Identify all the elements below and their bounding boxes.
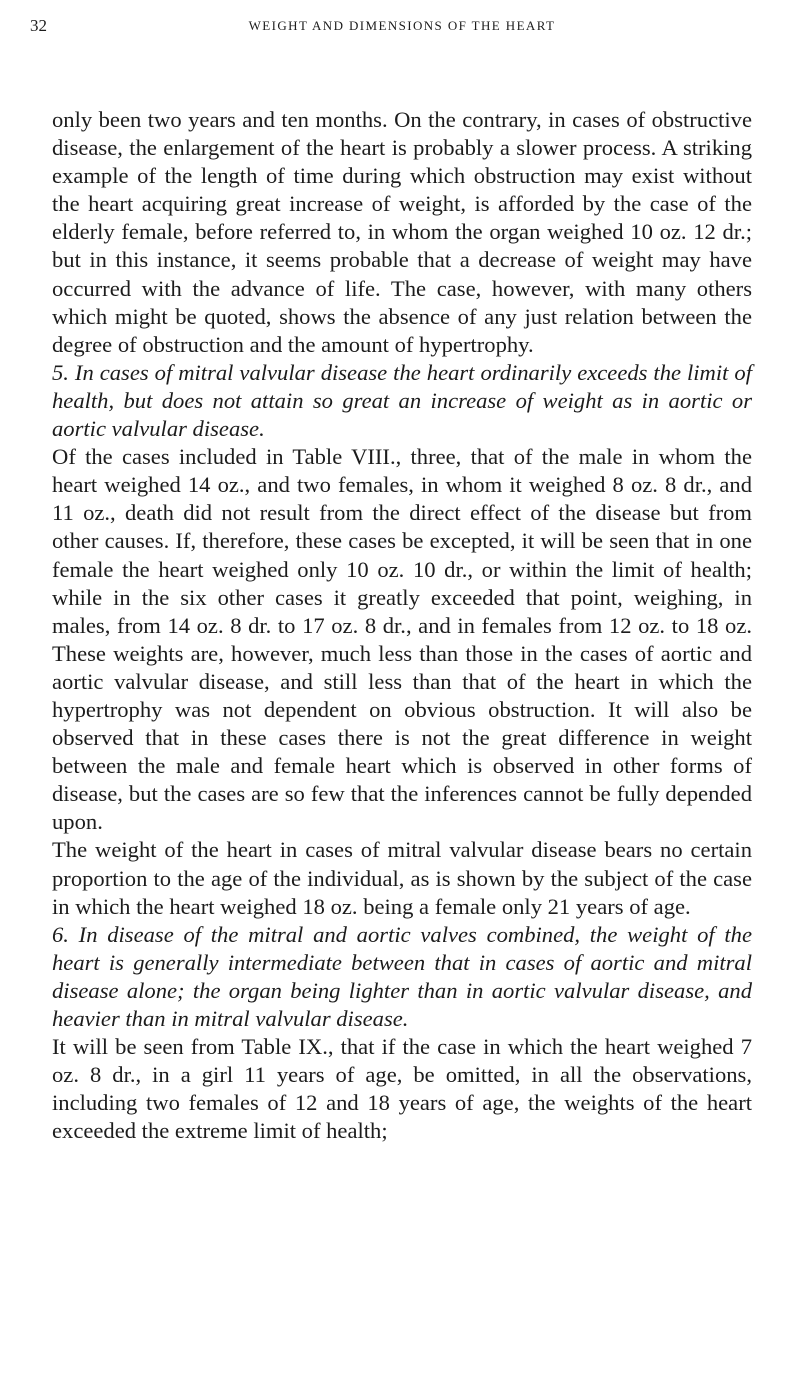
paragraph-combined-heading: 6. In disease of the mitral and aortic valves combined, the weight of the heart is generally intermediate between that in cases of aortic and mitral disease alone; the organ being lighter than in aortic valvular disease, and heavier than in mitral valvular disease. [52, 921, 752, 1031]
body-text [52, 106, 752, 1145]
paragraph-mitral-heading: 5. In cases of mitral valvular disease the heart ordinarily exceeds the limit of health, but does not attain so great an increase of weight as in aortic or aortic valvular disease. [52, 359, 752, 442]
paragraph-obstructive-disease: only been two years and ten months. On the contrary, in cases of obstructive disease, the enlargement of the heart is probably a slower process. A striking example of the length of time during which obstruction may exist without the heart acquiring great increase of weight, is afforded by the case of the elderly female, before referred to, in whom the organ weighed 10 oz. 12 dr.; but in this instance, it seems probable that a decrease of weight may have occurred with the advance of life. The case, however, with many others which might be quoted, shows the absence of any just relation between the degree of obstruction and the amount of hypertrophy. [52, 107, 752, 357]
page-number: 32 [30, 16, 47, 35]
paragraph-age-proportion: The weight of the heart in cases of mitral valvular disease bears no certain proportion to the age of the individual, as is shown by the subject of the case in which the heart weighed 18 oz. being a female only 21 years of age. [52, 837, 752, 919]
running-title: WEIGHT AND DIMENSIONS OF THE HEART [248, 18, 556, 33]
paragraph-table-ix: It will be seen from Table IX., that if the case in which the heart weighed 7 oz. 8 dr., in a girl 11 years of age, be omitted, in all the observations, including two females of 12 and 18 years of age, the weights of the heart exceeded the extreme limit of health; [52, 1034, 752, 1144]
paragraph-table-viii: Of the cases included in Table VIII., three, that of the male in whom the heart weighed 14 oz., and two females, in whom it weighed 8 oz. 8 dr., and 11 oz., death did not result from the direct effect of the disease but from other causes. If, therefore, these cases be excepted, it will be seen that in one female the heart weighed only 10 oz. 10 dr., or within the limit of health; while in the six other cases it greatly exceeded that point, weighing, in males, from 14 oz. 8 dr. to 17 oz. 8 dr., and in females from 12 oz. to 18 oz. These weights are, however, much less than those in the cases of aortic and aortic valvular disease, and still less than that of the heart in which the hypertrophy was not dependent on obvious obstruction. It will also be observed that in these cases there is not the great difference in weight between the male and female heart which is observed in other forms of disease, but the cases are so few that the inferences cannot be fully depended upon. [52, 444, 752, 835]
book-page [30, 16, 752, 1145]
running-head [30, 16, 752, 44]
